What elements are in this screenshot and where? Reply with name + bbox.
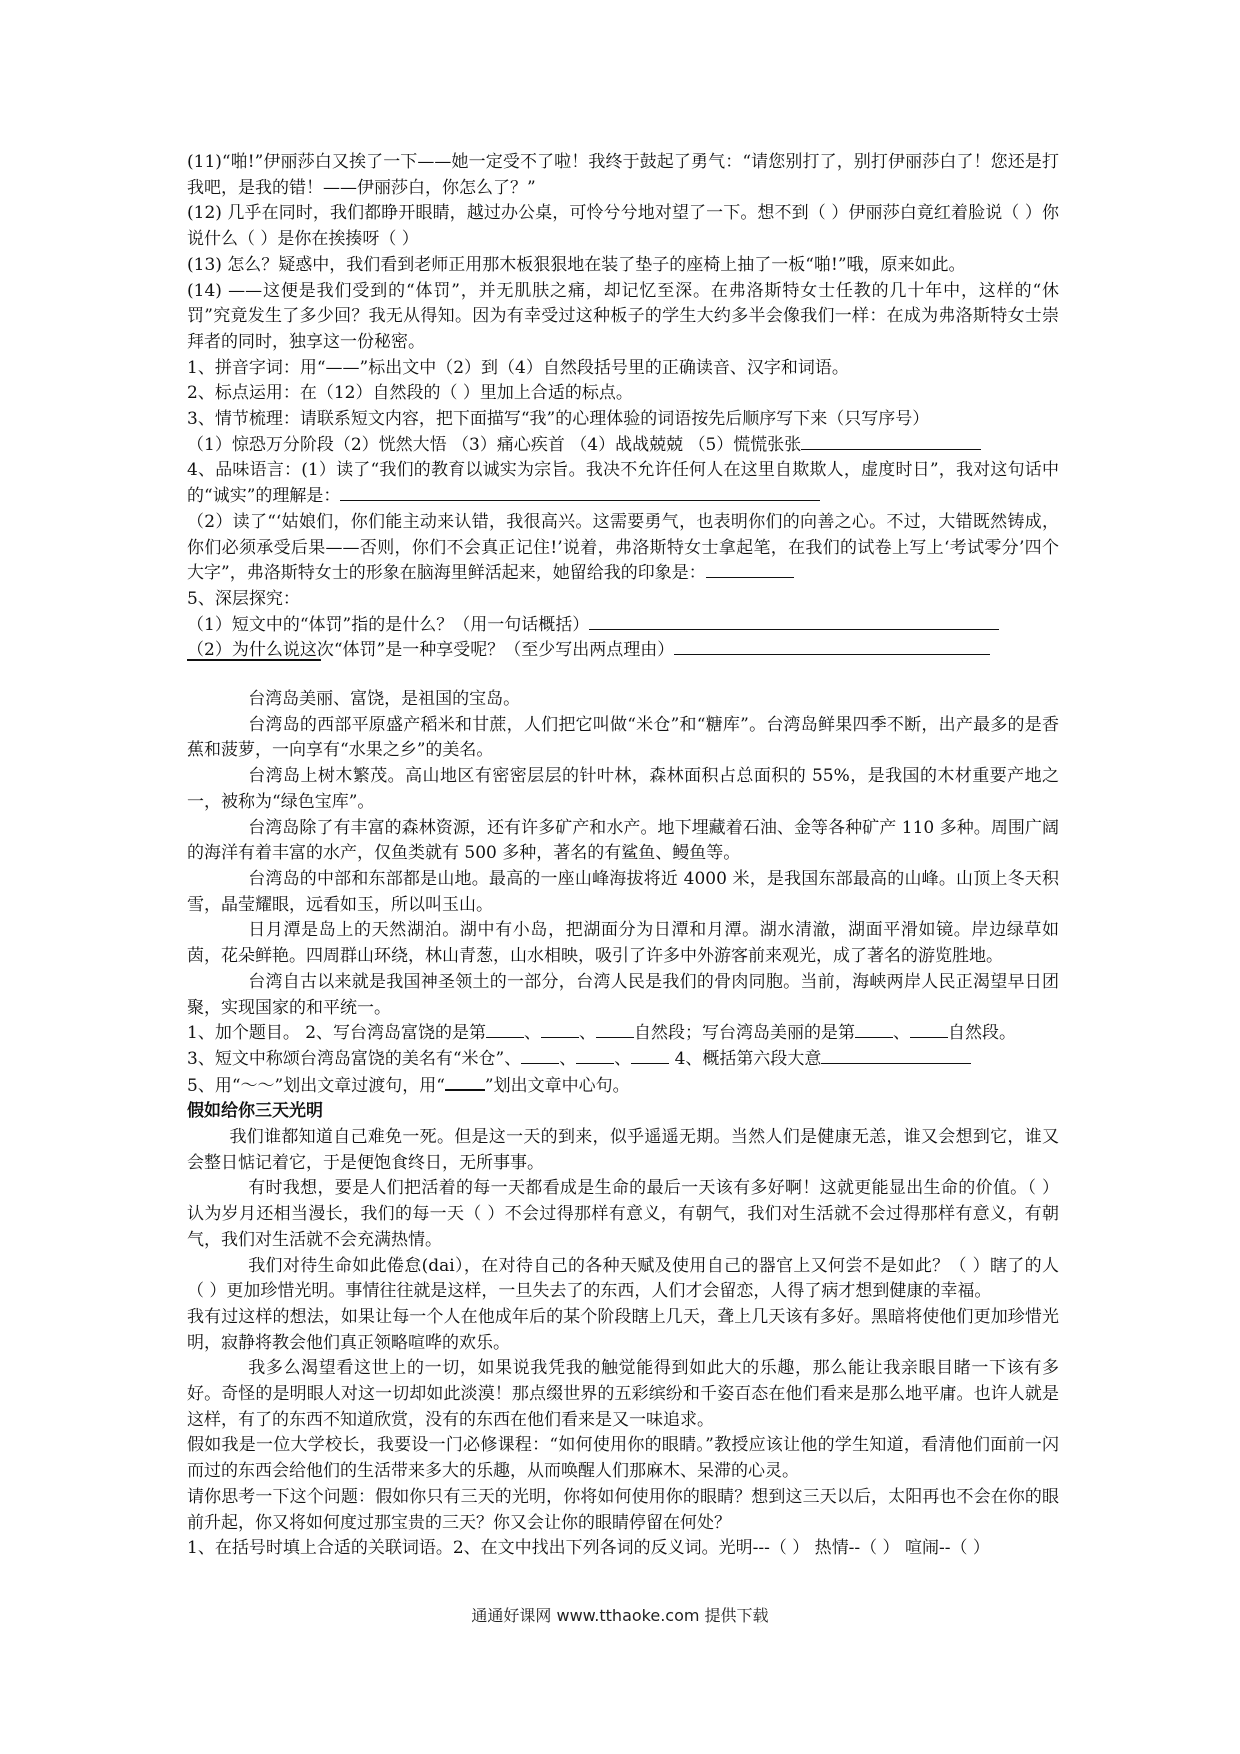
- answer-blank[interactable]: [821, 1047, 971, 1064]
- passage1-question-4b: [187, 510, 1059, 587]
- passage2-paragraph-7: 台湾自古以来就是我国神圣领土的一部分，台湾人民是我们的骨肉同胞。当前，海峡两岸人民正渴望早日团聚，实现国家的和平统一。: [187, 971, 1059, 1018]
- answer-blank[interactable]: [631, 1047, 669, 1064]
- q3-text: 3、短文中称颂台湾岛富饶的美名有“米仓”、: [187, 1048, 522, 1069]
- section-divider: [187, 659, 321, 661]
- passage2-paragraph-2: 台湾岛的西部平原盛产稻米和甘蔗，人们把它叫做“米仓”和“糖库”。台湾岛鲜果四季不断，出产最多的是香蕉和菠萝，一向享有“水果之乡”的美名。: [187, 714, 1059, 761]
- underline-sample: [445, 1073, 485, 1091]
- passage1-question-3-options: [187, 433, 1059, 459]
- passage3-paragraph-2: 有时我想，要是人们把活着的每一天都看成是生命的最后一天该有多好啊！这就更能显出生命的价值。（ ）认为岁月还相当漫长，我们的每一天（ ）不会过得那样有意义，有朝气，我们对生活就不会过得那样有意义，有朝气，我们对生活就不会充满热情。: [187, 1178, 1059, 1250]
- passage2-paragraph-3: 台湾岛上树木繁茂。高山地区有密密层层的针叶林，森林面积占总面积的 55%，是我国的木材重要产地之一，被称为“绿色宝库”。: [187, 766, 1059, 812]
- passage2-paragraph-6: 日月潭是岛上的天然湖泊。湖中有小岛，把湖面分为日潭和月潭。湖水清澈，湖面平滑如镜。岸边绿草如茵，花朵鲜艳。四周群山环绕，林山青葱，山水相映，吸引了许多中外游客前来观光，成了著名的游览胜地。: [187, 920, 1059, 967]
- passage3-paragraph-7: 请你思考一下这个问题：假如你只有三天的光明，你将如何使用你的眼睛？想到这三天以后，太阳再也不会在你的眼前升起，你又将如何度过那宝贵的三天？你又会让你的眼睛停留在何处？: [187, 1486, 1059, 1533]
- passage1-paragraph-14: (14) ——这便是我们受到的“体罚”，并无肌肤之痛，却记忆至深。在弗洛斯特女士任教的几十年中，这样的“休罚”究竟发生了多少回？我无从得知。因为有幸受过这种板子的学生大约多半会像我们一样：在成为弗洛斯特女士崇拜者的同时，独享这一份秘密。: [187, 280, 1059, 352]
- passage1-question-2: 2、标点运用：在（12）自然段的（ ）里加上合适的标点。: [187, 383, 633, 404]
- comma: 、: [614, 1048, 632, 1069]
- q5-text: 5、用“～～”划出文章过渡句，用“: [187, 1075, 445, 1096]
- answer-blank[interactable]: [706, 561, 794, 578]
- q4-text: 4、概括第六段大意: [674, 1048, 822, 1069]
- answer-blank[interactable]: [541, 1021, 579, 1038]
- worksheet-page: [187, 150, 1059, 1562]
- comma: 、: [559, 1048, 577, 1069]
- passage3-paragraph-1: 我们谁都知道自己难免一死。但是这一天的到来，似乎遥遥无期。当然人们是健康无恙，谁又会想到它，谁又会整日惦记着它，于是便饱食终日，无所事事。: [187, 1127, 1059, 1173]
- q3-options-text: （1）惊恐万分阶段（2）恍然大悟 （3）痛心疾首 （4）战战兢兢 （5）慌慌张张: [187, 434, 802, 455]
- passage3-paragraph-3: 我们对待生命如此倦怠(dai），在对待自己的各种天赋及使用自己的器官上又何尝不是如此？（ ）瞎了的人（ ）更加珍惜光明。事情往往就是这样，一旦失去了的东西，人们才会留恋，人得了病才想到健康的幸福。: [187, 1255, 1059, 1302]
- passage2-paragraph-4: 台湾岛除了有丰富的森林资源，还有许多矿产和水产。地下埋藏着石油、金等各种矿产 110 多种。周围广阔的海洋有着丰富的水产，仅鱼类就有 500 多种，著名的有鲨鱼、鳗鱼等。: [187, 817, 1059, 864]
- passage2-question-1-2: [187, 1021, 1059, 1047]
- comma: 、: [524, 1023, 542, 1044]
- passage2-paragraph-1: 台湾岛美丽、富饶，是祖国的宝岛。: [248, 689, 521, 710]
- answer-blank[interactable]: [589, 613, 999, 630]
- passage1-question-1: 1、拼音字词：用“——”标出文中（2）到（4）自然段括号里的正确读音、汉字和词语。: [187, 357, 849, 378]
- q4b-text: （2）读了“‘姑娘们，你们能主动来认错，我很高兴。这需要勇气，也表明你们的向善之心。不过，大错既然铸成，你们必须承受后果——否则，你们不会真正记住!’说着，弗洛斯特女士拿起笔，在我们的试卷上写上‘考试零分’四个大字”，弗洛斯特女士的形象在脑海里鲜活起来，她留给我的印象是：: [187, 511, 1059, 584]
- passage1-question-5a: [187, 613, 1059, 639]
- q5a-text: （1）短文中的“体罚”指的是什么？（用一句话概括）: [187, 614, 590, 635]
- answer-blank[interactable]: [910, 1021, 948, 1038]
- q1-2-text: 1、加个题目。 2、写台湾岛富饶的是第: [187, 1023, 487, 1044]
- passage3-paragraph-6: 假如我是一位大学校长，我要设一门必修课程：“如何使用你的眼睛。”教授应该让他的学生知道，看清他们面前一闪而过的东西会给他们的生活带来多大的乐趣，从而唤醒人们那麻木、呆滞的心灵。: [187, 1435, 1059, 1482]
- q1-2-middle-text: 自然段；写台湾岛美丽的是第: [634, 1023, 856, 1044]
- q5-end-text: ”划出文章中心句。: [484, 1075, 630, 1096]
- answer-blank[interactable]: [674, 638, 990, 655]
- q1-2-end-text: 自然段。: [948, 1023, 1017, 1044]
- comma: 、: [893, 1023, 911, 1044]
- passage1-question-3: 3、情节梳理：请联系短文内容，把下面描写“我”的心理体验的词语按先后顺序写下来（只写序号）: [187, 409, 930, 430]
- q4a-text: 4、品味语言：(1）读了“我们的教育以诚实为宗旨。我决不允许任何人在这里自欺欺人，虚度时日”，我对这句话中的“诚实”的理解是：: [187, 460, 1059, 507]
- q5b-text: （2）为什么说这次“体罚”是一种享受呢？（至少写出两点理由）: [187, 640, 675, 661]
- answer-blank[interactable]: [521, 1047, 559, 1064]
- comma: 、: [579, 1023, 597, 1044]
- passage1-paragraph-13: (13) 怎么？疑惑中，我们看到老师正用那木板狠狠地在装了垫子的座椅上抽了一板“啪!”哦，原来如此。: [187, 254, 966, 275]
- passage3-title: 假如给你三天光明: [187, 1101, 323, 1122]
- answer-blank[interactable]: [486, 1021, 524, 1038]
- passage2-paragraph-5: 台湾岛的中部和东部都是山地。最高的一座山峰海拔将近 4000 米，是我国东部最高的山峰。山顶上冬天积雪，晶莹耀眼，远看如玉，所以叫玉山。: [187, 868, 1059, 915]
- passage3-paragraph-5: 我多么渴望看这世上的一切，如果说我凭我的触觉能得到如此大的乐趣，那么能让我亲眼目睹一下该有多好。奇怪的是明眼人对这一切却如此淡漠！那点缀世界的五彩缤纷和千姿百态在他们看来是那么地平庸。也许人就是这样，有了的东西不知道欣赏，没有的东西在他们看来是又一味追求。: [187, 1358, 1059, 1430]
- passage2-question-3-4: [187, 1047, 1059, 1073]
- answer-blank[interactable]: [340, 484, 820, 501]
- passage1-paragraph-11: (11)“啪!”伊丽莎白又挨了一下——她一定受不了啦！我终于鼓起了勇气：“请您别打了，别打伊丽莎白了！您还是打我吧，是我的错！——伊丽莎白，你怎么了？”: [187, 152, 1059, 198]
- answer-blank[interactable]: [855, 1021, 893, 1038]
- passage1-question-5: 5、深层探究：: [187, 588, 300, 609]
- passage1-question-4a: [187, 458, 1059, 509]
- passage3-questions: 1、在括号时填上合适的关联词语。2、在文中找出下列各词的反义词。光明---（ ） 热情--（ ） 喧闹--（ ）: [187, 1538, 990, 1559]
- spacer: [187, 664, 1059, 687]
- answer-blank[interactable]: [576, 1047, 614, 1064]
- answer-blank[interactable]: [596, 1021, 634, 1038]
- page-footer: 通通好课网 www.tthaoke.com 提供下载: [471, 1606, 769, 1625]
- passage2-question-5: [187, 1073, 1059, 1100]
- answer-blank[interactable]: [801, 433, 981, 450]
- passage3-paragraph-4: 我有过这样的想法，如果让每一个人在他成年后的某个阶段瞎上几天，聋上几天该有多好。黑暗将使他们更加珍惜光明，寂静将教会他们真正领略喧哗的欢乐。: [187, 1306, 1059, 1353]
- passage1-paragraph-12: (12) 几乎在同时，我们都睁开眼睛，越过办公桌，可怜兮兮地对望了一下。想不到（ ）伊丽莎白竟红着脸说（ ）你说什么（ ）是你在挨揍呀（ ）: [187, 203, 1059, 250]
